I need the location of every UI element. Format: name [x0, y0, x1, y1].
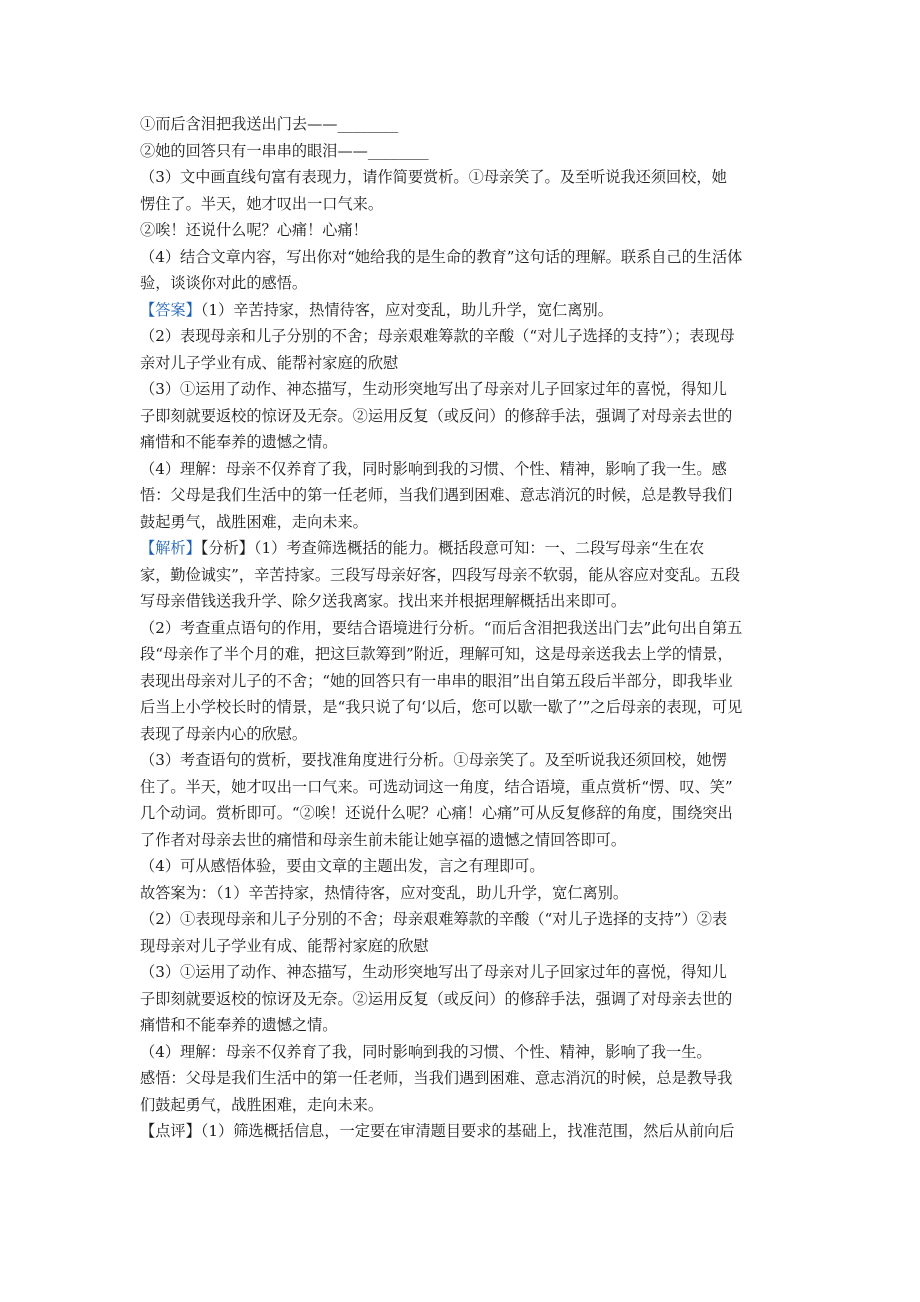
- text-line: [140, 959, 782, 986]
- line-text: 子即刻就要返校的惊讶及无奈。②运用反复（或反问）的修辞手法，强调了对母亲去世的: [140, 989, 733, 1008]
- line-text: 表现了母亲内心的欣慰。: [140, 724, 308, 743]
- text-line: [140, 270, 782, 297]
- text-line: [140, 217, 782, 244]
- line-text: （4）结合文章内容，写出你对“她给我的是生命的教育”这句话的理解。联系自己的生活体: [140, 247, 743, 266]
- line-text: 写母亲借钱送我升学、除夕送我离家。找出来并根据理解概括出来即可。: [140, 592, 626, 610]
- text-line: [140, 429, 782, 456]
- text-line: [140, 509, 782, 536]
- line-text: 几个动词。赏析即可。“②唉！还说什么呢？心痛！心痛”可从反复修辞的角度，围绕突出: [140, 804, 733, 822]
- line-text: 表现出母亲对儿子的不舍；“她的回答只有一串串的眼泪”出自第五段后半部分，即我毕业: [140, 671, 733, 690]
- line-text: 家，勤俭诚实”，辛苦持家。三段写母亲好客，四段写母亲不软弱，能从容应对变乱。五段: [140, 565, 741, 584]
- text-line: [140, 482, 782, 509]
- line-text: （3）①运用了动作、神态描写，生动形突地写出了母亲对儿子回家过年的喜悦，得知儿: [140, 380, 727, 398]
- text-line: [140, 853, 782, 880]
- line-text: （3）①运用了动作、神态描写，生动形突地写出了母亲对儿子回家过年的喜悦，得知儿: [140, 963, 727, 981]
- line-text: 感悟：父母是我们生活中的第一任老师，当我们遇到困难、意志消沉的时候，总是教导我: [140, 1069, 733, 1087]
- line-text: （4）理解：母亲不仅养育了我，同时影响到我的习惯、个性、精神，影响了我一生。感: [140, 459, 727, 478]
- line-text: 住了。半天，她才叹出一口气来。可选动词这一角度，结合语境，重点赏析“愣、叹、笑”: [140, 777, 733, 796]
- text-line: [140, 323, 782, 350]
- line-text: （2）考查重点语句的作用，要结合语境进行分析。“而后含泪把我送出门去”此句出自第五: [140, 618, 743, 637]
- text-line: [140, 906, 782, 933]
- text-line: [140, 111, 782, 138]
- text-line: [140, 694, 782, 721]
- line-text: 验，谈谈你对此的感悟。: [140, 274, 308, 292]
- line-text: 鼓起勇气，战胜困难，走向未来。: [140, 512, 368, 531]
- text-line: [140, 244, 782, 271]
- text-line: [140, 562, 782, 589]
- line-text: 们鼓起勇气，战胜困难，走向未来。: [140, 1095, 383, 1114]
- line-text: 痛惜和不能奉养的遗憾之情。: [140, 433, 338, 451]
- text-line: [140, 403, 782, 430]
- line-text: 段“母亲作了半个月的难，把这巨款筹到”附近，理解可知，这是母亲送我去上学的情景，: [140, 645, 733, 663]
- text-line: [140, 1012, 782, 1039]
- text-line: [140, 297, 782, 324]
- text-line: [140, 535, 782, 562]
- text-line: [140, 827, 782, 854]
- text-line: [140, 376, 782, 403]
- text-line: [140, 986, 782, 1013]
- line-text: 亲对儿子学业有成、能帮衬家庭的欣慰: [140, 353, 399, 372]
- text-line: [140, 138, 782, 165]
- text-line: [140, 1039, 782, 1066]
- section-tag: 【答案】: [140, 300, 201, 319]
- text-line: [140, 880, 782, 907]
- line-text: 现母亲对儿子学业有成、能帮衬家庭的欣慰: [140, 936, 429, 955]
- document-body: [140, 111, 782, 1145]
- text-line: [140, 933, 782, 960]
- text-line: [140, 1065, 782, 1092]
- text-line: [140, 615, 782, 642]
- line-text: （4）理解：母亲不仅养育了我，同时影响到我的习惯、个性、精神，影响了我一生。: [140, 1042, 712, 1061]
- line-text: （3）考查语句的赏析，要找准角度进行分析。①母亲笑了。及至听说我还须回校，她愣: [140, 751, 727, 769]
- text-line: [140, 721, 782, 748]
- text-line: [140, 1092, 782, 1119]
- section-tag: 【解析】: [140, 539, 201, 557]
- line-text: ①而后含泪把我送出门去——________: [140, 115, 399, 133]
- text-line: [140, 747, 782, 774]
- line-text: （3）文中画直线句富有表现力，请作简要赏析。①母亲笑了。及至听说我还须回校，她: [140, 168, 727, 186]
- text-line: [140, 668, 782, 695]
- line-text: 【分析】（1）考查筛选概括的能力。概括段意可知：一、二段写母亲“生在农: [200, 539, 705, 557]
- text-line: [140, 456, 782, 483]
- line-text: ②她的回答只有一串串的眼泪——________: [140, 141, 429, 160]
- line-text: 痛惜和不能奉养的遗憾之情。: [140, 1016, 338, 1034]
- text-line: [140, 350, 782, 377]
- line-text: 后当上小学校长时的情景，是“我只说了句‘以后，您可以歇一歇了’”之后母亲的表现，可见: [140, 698, 743, 716]
- text-line: [140, 191, 782, 218]
- line-text: 愣住了。半天，她才叹出一口气来。: [140, 194, 383, 213]
- line-text: （2）表现母亲和儿子分别的不舍；母亲艰难筹款的辛酸（“对儿子选择的支持”）；表现母: [140, 327, 735, 345]
- text-line: [140, 641, 782, 668]
- text-line: [140, 800, 782, 827]
- line-text: 了作者对母亲去世的痛惜和母亲生前未能让她享福的遗憾之情回答即可。: [140, 830, 626, 849]
- line-text: 【点评】（1）筛选概括信息，一定要在审清题目要求的基础上，找准范围，然后从前向后: [140, 1122, 735, 1140]
- line-text: （2）①表现母亲和儿子分别的不舍；母亲艰难筹款的辛酸（“对儿子选择的支持”）②表: [140, 910, 728, 928]
- text-line: [140, 164, 782, 191]
- line-text: ②唉！还说什么呢？心痛！心痛！: [140, 221, 368, 239]
- line-text: （1）辛苦持家，热情待客，应对变乱，助儿升学，宽仁离别。: [200, 300, 613, 319]
- line-text: 子即刻就要返校的惊讶及无奈。②运用反复（或反问）的修辞手法，强调了对母亲去世的: [140, 406, 733, 425]
- text-line: [140, 588, 782, 615]
- text-line: [140, 1118, 782, 1145]
- text-line: [140, 774, 782, 801]
- line-text: （4）可从感悟体验，要由文章的主题出发，言之有理即可。: [140, 857, 545, 875]
- line-text: 故答案为：（1）辛苦持家，热情待客，应对变乱，助儿升学，宽仁离别。: [140, 883, 629, 902]
- line-text: 悟：父母是我们生活中的第一任老师，当我们遇到困难、意志消沉的时候，总是教导我们: [140, 486, 733, 504]
